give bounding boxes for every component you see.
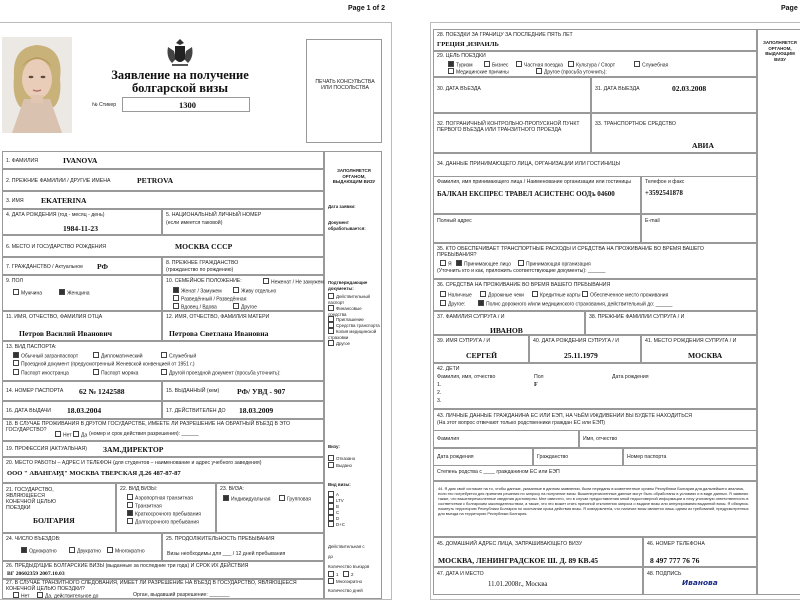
office-use-column [324, 151, 382, 599]
host-phone-field[interactable]: Телефон и факс +3592541878 [641, 176, 757, 214]
field-entries: 24. ЧИСЛО ВЪЕЗДОВ: Однократно Двукратно Многократно [2, 533, 162, 561]
sex-male-checkbox[interactable]: Мужчина [13, 290, 42, 296]
eu-name-field[interactable]: Имя, отчество [579, 430, 757, 448]
field-reentry-permit: 18. В СЛУЧАЕ ПРОЖИВАНИЯ В ДРУГОМ ГОСУДАРСТВЕ, ИМЕЕТЕ ЛИ РАЗРЕШЕНИЕ НА ОБРАТНЫЙ ВЪЕЗД В ЭТО ГОСУДАРСТВО? Нет Да (номер и срок действия разрешения): ______ [2, 419, 324, 441]
entries-option[interactable]: 2 [343, 572, 353, 578]
field-host: 34. ДАННЫЕ ПРИНИМАЮЩЕГО ЛИЦА, ОРГАНИЗАЦИИ ИЛИ ГОСТИНИЦЫ Фамилия, имя принимающего лица / Наименование организации или гостиницы БАЛКАН ЕКСПРЕС ТРАВЕЛ АСИСТЕНС ООДъ 04600 Телефон и факс +3592541878 Полный адрес E-mail [433, 153, 757, 243]
transit-no[interactable]: Нет [13, 593, 30, 599]
eu-passport-field[interactable]: Номер паспорта [623, 448, 757, 466]
declaration-text: 44. Я даю своё согласие на то, чтобы данные, указанные в данном заявлении, были переданы в компетентные органы Республики Болгария для дальнейшего анализа, если это потребуется для принятия решения по запросу на получение визы. Вышеперечисленные данные могут быть обработаны в условиях и в виде данных. Я заявляю также, что вышеперечисленные сведения достоверны. Мне известно, что в случае предоставления мной недостоверной информации я несу уголовную ответственность в соответствии с болгарским законодательством, а также, что это может стать причиной отклонения запроса о выдаче визы или аннулирования выданной визы. Я обязуюсь покинуть территорию Республики Болгария по окончании срока действия визы. Я осведомлен/а, что наличие визы является лишь одним из требований, предусмотренных для въезда на территорию Республики Болгария. [438, 486, 749, 517]
father-name-value: Петров Василий Иванович [19, 329, 112, 338]
field-children: 42. ДЕТИ Фамилия, имя, отчество Пол Дата рождения 1. 2. 3. F [433, 363, 757, 409]
visa-type-option[interactable]: D+C [328, 522, 345, 528]
eu-citizenship-field[interactable]: Гражданство [533, 448, 623, 466]
marital-option[interactable]: Другое [233, 304, 257, 310]
office-support-list [328, 294, 381, 347]
eu-relation[interactable]: Степень родства с ____ гражданином ЕС или ЕЭП [437, 469, 560, 475]
previous-surname-value: PETROVA [137, 176, 174, 185]
field-birth-place[interactable]: 6. МЕСТО И ГОСУДАРСТВО РОЖДЕНИЯ МОСКВА СССР [2, 235, 324, 257]
visa-type-checkbox[interactable]: Долгосрочного пребывания [127, 519, 199, 525]
field-birth-date[interactable]: 4. ДАТА РОЖДЕНИЯ (год - месяц - день) 1984-11-23 [2, 209, 162, 235]
purpose-official[interactable]: Служебная [634, 62, 668, 68]
passport-type-option[interactable]: Проездной документ (предусмотренный Женевской конвенцией от 1951 г.) [13, 361, 195, 367]
visa-type-checkbox[interactable]: Аэропортная транзитная [127, 495, 193, 501]
date-place-value: 11.01.2008г., Москва [488, 581, 548, 588]
birth-place-value: МОСКВА СССР [175, 242, 233, 251]
spouse-surname-value: ИВАНОВ [490, 326, 523, 335]
profession-value: ЗАМ.ДИРЕКТОР [103, 445, 164, 454]
field-home-address[interactable]: 45. ДОМАШНИЙ АДРЕС ЛИЦА, ЗАПРАШИВАЮЩЕГО ВИЗУ МОСКВА, ЛЕНИНГРАДСКОЕ Ш. Д. 89 КВ.45 [433, 537, 643, 567]
expenses-self[interactable]: Я [440, 261, 452, 267]
field-means: 36. СРЕДСТВА НА ПРОЖИВАНИЕ ВО ВРЕМЯ ВАШЕГО ПРЕБЫВАНИЯ Наличные Дорожные чеки Кредитные карты Обеспеченное место проживания Другое: Полис дорожного и/или медицинского страхования, действительный до: ______ [433, 279, 757, 311]
child-row[interactable]: 1. [437, 382, 442, 388]
means-accommodation[interactable]: Обеспеченное место проживания [582, 292, 668, 298]
entries-option[interactable]: Многократно [328, 579, 362, 585]
sticker-number-field[interactable] [122, 97, 250, 112]
mother-name-value: Петрова Светлана Ивановна [169, 329, 269, 338]
office-date-label: Дата заявки: [328, 204, 356, 209]
office-entries-label: Количество въездов [328, 564, 370, 569]
visa-individual[interactable]: Индивидуальная [223, 496, 270, 502]
means-other[interactable]: Другое: [440, 301, 465, 307]
field-sex: 9. ПОЛ Мужчина Женщина [2, 275, 162, 311]
field-spouse-surname[interactable]: 37. ФАМИЛИЯ СУПРУГА / И ИВАНОВ [433, 311, 585, 335]
field-signature[interactable]: 48. ПОДПИСЬ Иванова [643, 567, 757, 595]
marital-option[interactable]: Разведённый / Разведённая [173, 296, 246, 302]
means-cheques[interactable]: Дорожные чеки [480, 292, 524, 298]
field-spouse-birthplace[interactable]: 41. МЕСТО РОЖДЕНИЯ СУПРУГА / И МОСКВА [641, 335, 757, 363]
host-phone-value: +3592541878 [645, 190, 683, 197]
child-sex-value: F [534, 382, 538, 388]
visa-type-option[interactable]: B [328, 504, 345, 510]
office-visa-type-label: Вид визы: [328, 482, 351, 487]
form-title [100, 69, 260, 95]
expenses-host-person[interactable]: Принимающее лицо [456, 261, 511, 267]
page-1 [0, 22, 392, 600]
office-days-label: Количество дней [328, 588, 363, 593]
child-row[interactable]: 2. [437, 390, 442, 396]
stamp-label: ПЕЧАТЬ КОНСУЛЬСТВА ИЛИ ПОСОЛЬСТВА [315, 79, 375, 91]
field-national-id[interactable]: 5. НАЦИОНАЛЬНЫЙ ЛИЧНЫЙ НОМЕР (если имеется таковой) [162, 209, 324, 235]
passport-issuer-value: РФ/ УВД - 907 [237, 387, 286, 396]
reentry-yes[interactable]: Да [73, 432, 87, 438]
field-first-name[interactable]: 3. ИМЯ EKATERINA [2, 191, 324, 209]
field-spouse-birthdate[interactable]: 40. ДАТА РОЖДЕНИЯ СУПРУГА / И 25.11.1979 [529, 335, 641, 363]
sex-female-checkbox[interactable]: Женщина [59, 290, 90, 296]
field-travels[interactable]: 28. ПОЕЗДКИ ЗА ГРАНИЦУ ЗА ПОСЛЕДНИЕ ПЯТЬ ЛЕТ ГРЕЦИЯ ,ИЗРАИЛЬ [433, 29, 757, 51]
exit-date-value: 02.03.2008 [672, 84, 707, 93]
means-insurance[interactable]: Полис дорожного и/или медицинского страхования, действительный до: ______ [478, 301, 672, 307]
purpose-culture[interactable]: Культура / Спорт [568, 62, 615, 68]
purpose-private[interactable]: Частная поездка [516, 62, 563, 68]
field-visa-type: 22. ВИД ВИЗЫ: Аэропортная транзитная Транзитная Краткосрочного пребывания Долгосрочного пребывания [116, 483, 216, 533]
field-stay-duration[interactable]: 25. ПРОДОЛЖИТЕЛЬНОСТЬ ПРЕБЫВАНИЯ Визы необходимы для ___ / 12 дней пребывания [162, 533, 324, 561]
passport-type-option[interactable]: Дипломатический [93, 353, 143, 359]
support-item[interactable]: Приглашение [328, 317, 381, 323]
entries-once[interactable]: Однократно [21, 548, 57, 554]
employer-value: ООО " АВАНГАРД" МОСКВА ТВЕРСКАЯ Д.26 487-87-87 [7, 470, 181, 477]
office-doc-label: Документ обработывается: [328, 220, 366, 231]
marital-option[interactable]: Неженат / Не замужем [263, 279, 324, 285]
page2-label: Page [781, 5, 798, 12]
reentry-no[interactable]: Нет [55, 432, 72, 438]
support-item[interactable]: Копия медицинской страховки [328, 329, 377, 341]
field-spouse-former-surname[interactable]: 38. ПРЕЖНИЕ ФАМИЛИИ СУПРУГА / И [585, 311, 757, 335]
field-passport-number[interactable]: 14. НОМЕР ПАСПОРТА 62 № 1242588 [2, 381, 162, 401]
means-cash[interactable]: Наличные [440, 292, 472, 298]
spouse-birthplace-value: МОСКВА [688, 351, 723, 360]
purpose-medical[interactable]: Медицинские причины [448, 69, 509, 75]
visa-type-option[interactable]: A [328, 492, 345, 498]
field-border-point[interactable]: 32. ПОГРАНИЧНЫЙ КОНТРОЛЬНО-ПРОПУСКНОЙ ПУНКТ ПЕРВОГО ВЪЕЗДА ИЛИ ТРАНЗИТНОГО ПРОЕЗДА [433, 113, 591, 153]
transit-yes[interactable]: Да, действительное до [37, 593, 98, 599]
home-address-value: МОСКВА, ЛЕНИНГРАДСКОЕ Ш. Д. 89 КВ.45 [438, 556, 599, 565]
office-use-header-2: ЗАПОЛНЯЕТСЯ ОРГАНОМ, ВЫДАЮЩИМ ВИЗУ [763, 40, 797, 63]
spouse-name-value: СЕРГЕЙ [466, 351, 497, 360]
child-row[interactable]: 3. [437, 398, 442, 404]
field-former-citizenship[interactable]: 8. ПРЕЖНЕЕ ГРАЖДАНСТВО (гражданство по рождению) [162, 257, 324, 275]
eu-surname-field[interactable]: Фамилия [433, 430, 579, 448]
office-use-header: ЗАПОЛНЯЕТСЯ ОРГАНОМ, ВЫДАЮЩИМ ВИЗУ [332, 168, 376, 185]
field-passport-type: 13. ВИД ПАСПОРТА: Обычный загранпаспорт Дипломатический Служебный Проездной документ (предусмотренный Женевской конвенцией от 1951 г.) Паспорт иностранца Паспорт моряка Другой проездной документ (просьба уточнить): [2, 341, 324, 381]
previous-visas-value: ВГ 20602359 2007.10.03 [7, 571, 65, 577]
entries-option[interactable]: 1 [328, 572, 338, 578]
host-name-value: БАЛКАН ЕКСПРЕС ТРАВЕЛ АСИСТЕНС ООДъ 04600 [437, 190, 615, 198]
field-eu-relative: 43. ЛИЧНЫЕ ДАННЫЕ ГРАЖДАНИНА ЕС ИЛИ ЕЭП, НА ЧЬЁМ ИЖДИВЕНИИ ВЫ БУДЕТЕ НАХОДИТЬСЯ (На этот вопрос отвечают только родственники граждан ЕС или ЕЭП) Фамилия Имя, отчество Дата рождения Гражданство Номер паспорта Степень родства с ____ гражданином ЕС или ЕЭП [433, 409, 757, 481]
office-support-title: Подтверждающие документы: [328, 280, 368, 291]
field-destination[interactable]: 21. ГОСУДАРСТВО, ЯВЛЯЮЩЕЕСЯ КОНЕЧНОЙ ЦЕЛЬЮ ПОЕЗДКИ БОЛГАРИЯ [2, 483, 116, 533]
field-phone[interactable]: 46. НОМЕР ТЕЛЕФОНА 8 497 777 76 76 [643, 537, 757, 567]
field-passport-issuer[interactable]: 15. ВЫДАННЫЙ (кем) РФ/ УВД - 907 [162, 381, 324, 401]
field-valid-until[interactable]: 17. ДЕЙСТВИТЕЛЕН ДО 18.03.2009 [162, 401, 324, 419]
office-use-column-2 [757, 29, 800, 595]
field-declaration [433, 481, 757, 537]
field-transport[interactable]: 33. ТРАНСПОРТНОЕ СРЕДСТВО АВИА [591, 113, 757, 153]
visa-group[interactable]: Групповая [279, 496, 311, 502]
page1-label: Page 1 of 2 [348, 5, 385, 12]
field-marital-status: 10. СЕМЕЙНОЕ ПОЛОЖЕНИЕ: Неженат / Не замужем Женат / Замужем Живу отдельно Разведённый / Разведённая Вдовец / Вдова Другое [162, 275, 324, 311]
expenses-host-org[interactable]: Принимающая организация [518, 261, 591, 267]
entries-twice[interactable]: Двукратно [69, 548, 101, 554]
marital-option[interactable]: Вдовец / Вдова [173, 304, 217, 310]
field-previous-visas[interactable]: 26. ПРЕДЫДУЩИЕ БОЛГАРСКИЕ ВИЗЫ (выданные за последние три года) И СРОК ИХ ДЕЙСТВИЯ ВГ 20602359 2007.10.03 [2, 561, 324, 579]
applicant-photo [2, 37, 72, 133]
sticker-number-label: № Стикер [92, 102, 117, 108]
field-visa-kind: 23. ВИЗА: Индивидуальная Групповая [216, 483, 324, 533]
phone-value: 8 497 777 76 76 [650, 556, 700, 565]
visa-type-option[interactable]: C [328, 510, 345, 516]
stamp-box [306, 39, 382, 143]
destination-value: БОЛГАРИЯ [33, 516, 75, 525]
field-issue-date[interactable]: 16. ДАТА ВЫДАЧИ 18.03.2004 [2, 401, 162, 419]
visa-type-checkbox[interactable]: Краткосрочного пребывания [127, 511, 201, 517]
page-2 [430, 22, 800, 600]
support-item[interactable]: Средства транспорта [328, 323, 381, 329]
visa-issued[interactable]: Выдано [328, 463, 352, 469]
field-mother-name[interactable]: 12. ИМЯ, ОТЧЕСТВО, ФАМИЛИЯ МАТЕРИ Петрова Светлана Ивановна [162, 311, 324, 341]
citizenship-value: РФ [97, 262, 109, 271]
field-surname[interactable]: 1. ФАМИЛИЯ IVANOVA [2, 151, 324, 169]
passport-number-value: 62 № 1242588 [79, 387, 125, 396]
office-visa-label: Визу: [328, 444, 340, 449]
support-item[interactable]: Финансовые средства [328, 305, 362, 317]
visa-type-checkbox[interactable]: Транзитная [127, 503, 162, 509]
field-expenses: 35. КТО ОБЕСПЕЧИВАЕТ ТРАНСПОРТНЫЕ РАСХОДЫ И СРЕДСТВА НА ПРОЖИВАНИЕ ВО ВРЕМЯ ВАШЕГО ПРЕБЫВАНИЯ? Я Принимающее лицо Принимающая организация (Уточнить кто и как, приложить соответствующие документы): ______ [433, 243, 757, 279]
marital-option[interactable]: Живу отдельно [233, 288, 276, 294]
host-name-field[interactable]: Фамилия, имя принимающего лица / Наименование организации или гостиницы БАЛКАН ЕКСПРЕС ТРАВЕЛ АСИСТЕНС ООДъ 04600 [433, 176, 641, 214]
transport-value: АВИА [692, 141, 714, 150]
visa-type-option[interactable]: LTV [328, 498, 345, 504]
field-date-place[interactable]: 47. ДАТА И МЕСТО 11.01.2008г., Москва [433, 567, 643, 595]
form-title-line2: болгарской визы [132, 81, 228, 96]
passport-type-option[interactable]: Паспорт моряка [93, 370, 138, 376]
visa-type-option[interactable]: D [328, 516, 345, 522]
first-name-value: EKATERINA [41, 196, 87, 205]
passport-type-option[interactable]: Обычный загранпаспорт [13, 353, 78, 359]
passport-type-option[interactable]: Служебный [161, 353, 196, 359]
field-entry-date[interactable]: 30. ДАТА ВЪЕЗДА [433, 77, 591, 113]
valid-until-value: 18.03.2009 [239, 406, 274, 415]
field-employer[interactable]: 20. МЕСТО РАБОТЫ – АДРЕС И ТЕЛЕФОН (для студентов – наименование и адрес учебного заведения) ООО " АВАНГАРД" МОСКВА ТВЕРСКАЯ Д.26 487-87-87 [2, 457, 324, 483]
support-item[interactable]: Действительный паспорт [328, 294, 370, 305]
purpose-other[interactable]: Другое (просьба уточнить): [536, 69, 607, 75]
office-valid-from: Действительная с [328, 544, 365, 549]
eu-birthdate-field[interactable]: Дата рождения [433, 448, 533, 466]
entries-multiple[interactable]: Многократно [107, 548, 145, 554]
passport-type-option[interactable]: Другой проездной документ (просьба уточнить): [161, 370, 281, 376]
support-item[interactable]: Другое [328, 341, 381, 347]
travels-value: ГРЕЦИЯ ,ИЗРАИЛЬ [437, 41, 499, 48]
field-father-name[interactable]: 11. ИМЯ, ОТЧЕСТВО, ФАМИЛИЯ ОТЦА Петров Василий Иванович [2, 311, 162, 341]
field-exit-date[interactable]: 31. ДАТА ВЫЕЗДА 02.03.2008 [591, 77, 757, 113]
birth-date-value: 1984-11-23 [63, 224, 99, 233]
field-profession[interactable]: 19. ПРОФЕССИЯ (АКТУАЛЬНАЯ) ЗАМ.ДИРЕКТОР [2, 441, 324, 457]
field-citizenship[interactable]: 7. ГРАЖДАНСТВО / Актуальное РФ [2, 257, 162, 275]
field-purpose: 29. ЦЕЛЬ ПОЕЗДКИ Туризм Бизнес Частная поездка Культура / Спорт Служебная Медицинские причины Другое (просьба уточнить): [433, 51, 757, 77]
purpose-tourism[interactable]: Туризм [448, 62, 473, 68]
issue-date-value: 18.03.2004 [67, 406, 102, 415]
visa-refused[interactable]: Отказано [328, 456, 355, 462]
form-title-line1: Заявление на получение [111, 68, 249, 82]
field-spouse-name[interactable]: 39. ИМЯ СУПРУГА / И СЕРГЕЙ [433, 335, 529, 363]
host-email-field[interactable]: E-mail [641, 214, 757, 243]
office-visa-type-list [328, 492, 345, 528]
purpose-business[interactable]: Бизнес [484, 62, 508, 68]
passport-type-option[interactable]: Паспорт иностранца [13, 370, 69, 376]
spouse-birthdate-value: 25.11.1979 [564, 351, 598, 360]
host-address-field[interactable]: Полный адрес [433, 214, 641, 243]
marital-option[interactable]: Женат / Замужем [173, 288, 222, 294]
field-previous-surname[interactable]: 2. ПРЕЖНИЕ ФАМИЛИИ / ДРУГИЕ ИМЕНА PETROVA [2, 169, 324, 191]
surname-value: IVANOVA [63, 156, 98, 165]
office-valid-to: до [328, 554, 334, 559]
field-transit-permit: 27. В СЛУЧАЕ ТРАНЗИТНОГО СЛЕДОВАНИЯ, ИМЕЕТ ЛИ РАЗРЕШЕНИЕ НА ВЪЕЗД В ГОСУДАРСТВО, ЯВЛЯЮЩЕЕСЯ КОНЕЧНОЙ ЦЕЛЬЮ ПОЕЗДКИ? Нет Да, действительное до Орган, выдавший разрешение: _______ [2, 579, 324, 599]
means-cards[interactable]: Кредитные карты [532, 292, 581, 298]
signature-value: Иванова [682, 578, 718, 587]
coat-of-arms-icon [162, 37, 198, 69]
sticker-number-value: 1300 [179, 100, 196, 110]
